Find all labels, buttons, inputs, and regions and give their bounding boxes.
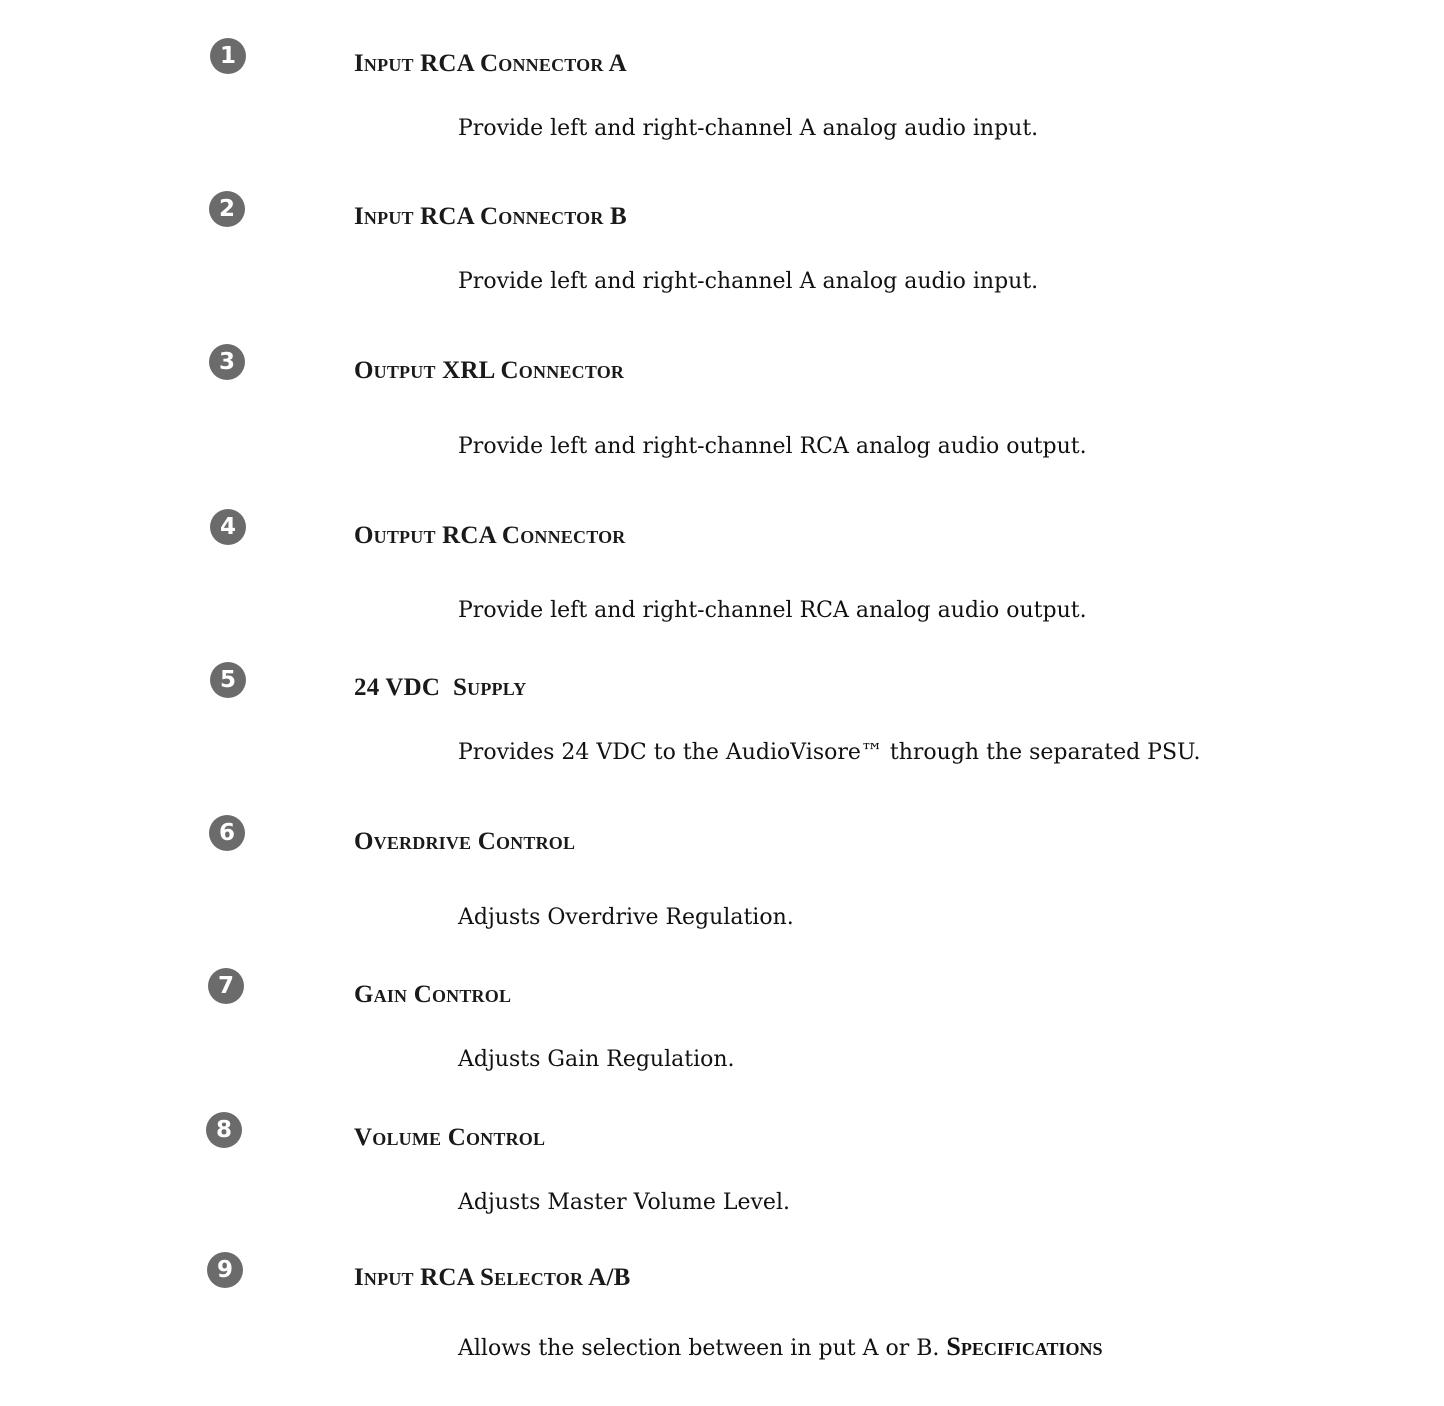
number-badge-9: 9	[207, 1252, 243, 1288]
heading-gain-control: Gain Control	[354, 981, 512, 1008]
number-badge-7: 7	[208, 968, 244, 1004]
number-badge-3: 3	[209, 344, 245, 380]
description-output-rca-connector: Provide left and right-channel RCA analog audio output.	[458, 598, 1087, 623]
description-input-rca-selector-text: Allows the selection between in put A or B.	[458, 1336, 940, 1361]
heading-overdrive-control: Overdrive Control	[354, 828, 576, 855]
number-badge-4: 4	[210, 509, 246, 545]
heading-input-rca-connector-b: Input RCA Connector B	[354, 203, 627, 230]
number-badge-6: 6	[209, 815, 245, 851]
heading-output-xrl-connector: Output XRL Connector	[354, 357, 625, 384]
heading-volume-control: Volume Control	[354, 1124, 546, 1151]
number-badge-5: 5	[210, 662, 246, 698]
number-badge-1: 1	[210, 38, 246, 74]
heading-input-rca-selector: Input RCA Selector A/B	[354, 1264, 631, 1291]
description-24-vdc-supply: Provides 24 VDC to the AudioVisore™ through the separated PSU.	[458, 740, 1201, 765]
number-badge-2: 2	[209, 191, 245, 227]
heading-24-vdc-supply: 24 VDC Supply	[354, 674, 527, 701]
number-badge-8: 8	[206, 1112, 242, 1148]
description-input-rca-selector	[458, 1332, 1103, 1362]
description-output-xrl-connector: Provide left and right-channel RCA analog audio output.	[458, 434, 1087, 459]
specifications-heading: Specifications	[946, 1332, 1103, 1361]
heading-input-rca-connector-a: Input RCA Connector A	[354, 50, 627, 77]
heading-output-rca-connector: Output RCA Connector	[354, 522, 626, 549]
description-input-rca-connector-a: Provide left and right-channel A analog audio input.	[458, 116, 1039, 141]
description-overdrive-control: Adjusts Overdrive Regulation.	[458, 905, 794, 930]
description-volume-control: Adjusts Master Volume Level.	[458, 1190, 790, 1215]
description-input-rca-connector-b: Provide left and right-channel A analog audio input.	[458, 269, 1039, 294]
description-gain-control: Adjusts Gain Regulation.	[458, 1047, 735, 1072]
